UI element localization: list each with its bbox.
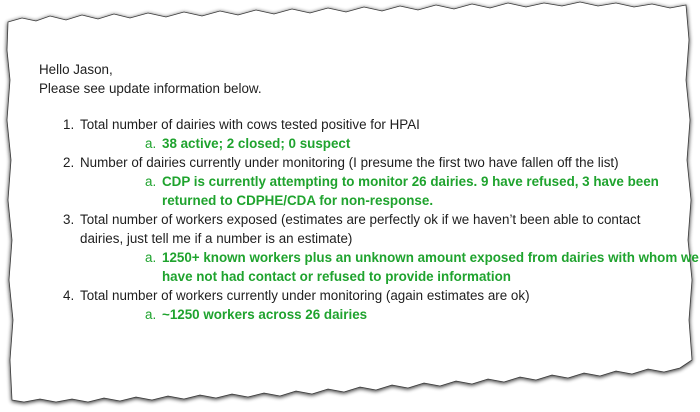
question-list <box>39 115 699 324</box>
email-greeting-block <box>39 60 679 98</box>
question-text: Total number of dairies with cows tested positive for HPAI <box>80 117 420 132</box>
answer-text: CDP is currently attempting to monitor 26 dairies. 9 have refused, 3 have been returned to CDPHE/CDA for non-response. <box>162 174 659 208</box>
question-text: Total number of workers currently under monitoring (again estimates are ok) <box>80 288 530 303</box>
list-item <box>39 286 679 324</box>
answer-letter: a. <box>145 250 157 265</box>
answer-text: 1250+ known workers plus an unknown amount exposed from dairies with whom we have not had contact or refused to provide information <box>162 250 699 284</box>
greeting-line: Hello Jason, <box>39 62 113 77</box>
email-body <box>39 60 699 324</box>
answer-text: 38 active; 2 closed; 0 suspect <box>162 136 351 151</box>
item-number: 4. <box>63 288 75 303</box>
answer-letter: a. <box>145 307 157 322</box>
question-text: Total number of workers exposed (estimates are perfectly ok if we haven’t been able to contact dairies, just tell me if a number is an estimate) <box>80 212 641 246</box>
item-number: 2. <box>63 155 75 170</box>
item-number: 3. <box>63 212 75 227</box>
item-number: 1. <box>63 117 75 132</box>
intro-line: Please see update information below. <box>39 81 262 96</box>
answer-row <box>80 134 679 153</box>
answer-letter: a. <box>145 174 157 189</box>
list-item <box>39 115 679 153</box>
answer-row <box>80 305 679 324</box>
answer-row <box>80 172 679 210</box>
list-item <box>39 153 679 210</box>
answer-letter: a. <box>145 136 157 151</box>
answer-row <box>80 248 699 286</box>
answer-text: ~1250 workers across 26 dairies <box>162 307 368 322</box>
question-text: Number of dairies currently under monitoring (I presume the first two have fallen off the list) <box>80 155 619 170</box>
list-item <box>39 210 699 286</box>
